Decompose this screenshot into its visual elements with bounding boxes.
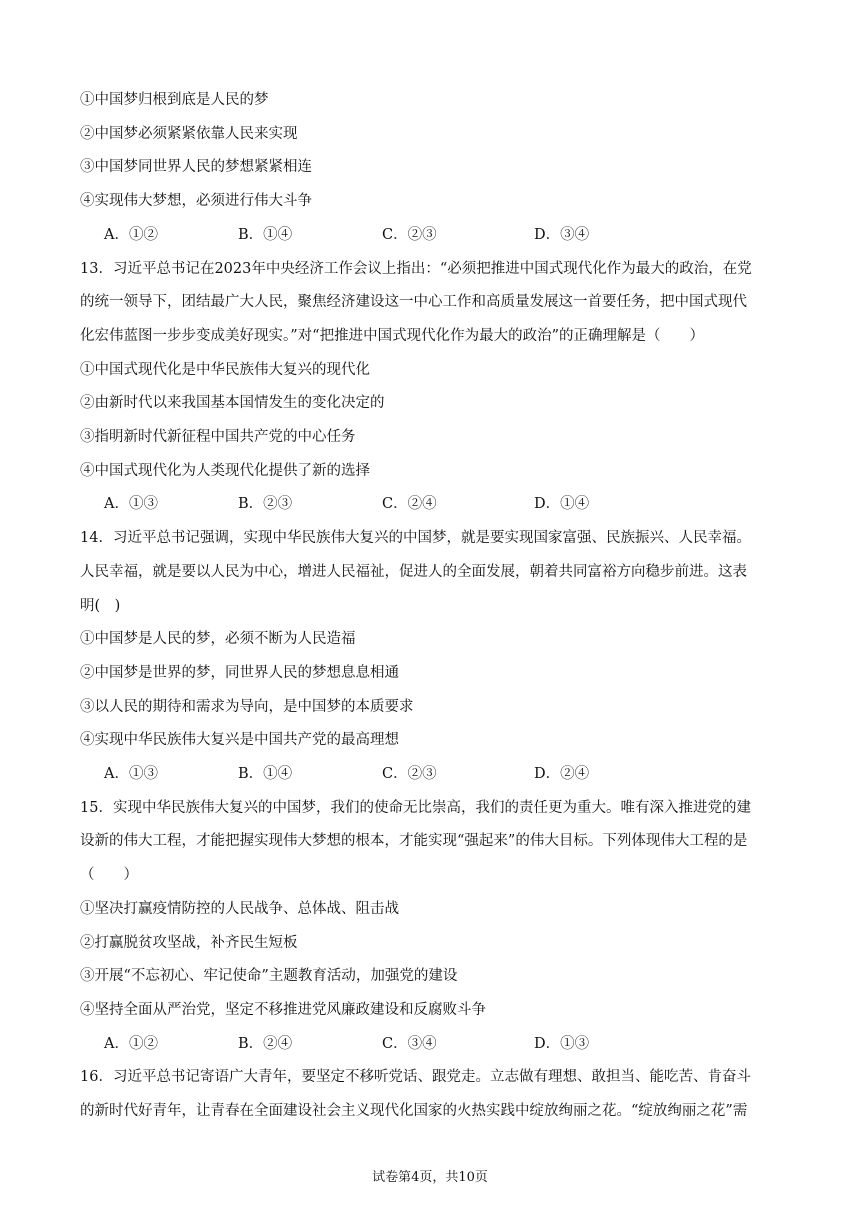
choice-statement: ②中国梦是世界的梦，同世界人民的梦想息息相通 [80,665,399,681]
answer-option: B．①④ [238,766,293,782]
choice-statement: ①中国梦是人民的梦，必须不断为人民造福 [80,631,356,647]
question-text: 人民幸福，就是要以人民为中心，增进人民福祉，促进人的全面发展，朝着共同富裕方向稳步前进。这表 [80,564,747,580]
answer-option: A．①② [104,1036,158,1052]
answer-option: B．①④ [238,227,293,243]
choice-statement: ③以人民的期待和需求为导向，是中国梦的本质要求 [80,699,414,715]
question-text: 化宏伟蓝图一步步变成美好现实。”对“把推进中国式现代化作为最大的政治”的正确理解是（ ） [80,328,704,344]
question-text: 明( ) [80,598,121,614]
choice-statement: ④中国式现代化为人类现代化提供了新的选择 [80,463,370,479]
answer-option: D．③④ [534,227,590,243]
answer-option: A．①③ [104,766,158,782]
answer-option: A．①② [104,227,158,243]
question-text: 14．习近平总书记强调，实现中华民族伟大复兴的中国梦，就是要实现国家富强、民族振兴、人民幸福。 [80,530,751,546]
answer-options [104,225,784,245]
choice-statement: ③中国梦同世界人民的梦想紧紧相连 [80,159,312,175]
answer-option: C．②④ [382,496,437,512]
question-text: 13．习近平总书记在2023年中央经济工作会议上指出：“必须把推进中国式现代化作为最大的政治，在党 [80,261,752,277]
answer-option: B．②③ [238,496,293,512]
answer-option: C．③④ [382,1036,437,1052]
choice-statement: ②中国梦必须紧紧依靠人民来实现 [80,126,298,142]
choice-statement: ④实现伟大梦想，必须进行伟大斗争 [80,193,312,209]
question-text: 15．实现中华民族伟大复兴的中国梦，我们的使命无比崇高，我们的责任更为重大。唯有深入推进党的建 [80,800,751,816]
answer-option: D．①④ [534,496,590,512]
page-footer: 试卷第4页，共10页 [372,1170,488,1185]
choice-statement: ③指明新时代新征程中国共产党的中心任务 [80,429,356,445]
choice-statement: ①中国式现代化是中华民族伟大复兴的现代化 [80,362,370,378]
answer-options [104,1034,784,1054]
choice-statement: ④坚持全面从严治党，坚定不移推进党风廉政建设和反腐败斗争 [80,1002,486,1018]
question-text: 16．习近平总书记寄语广大青年，要坚定不移听党话、跟党走。立志做有理想、敢担当、能吃苦、肯奋斗 [80,1069,751,1085]
answer-option: A．①③ [104,496,158,512]
choice-statement: ④实现中华民族伟大复兴是中国共产党的最高理想 [80,732,399,748]
question-text: 的新时代好青年，让青春在全面建设社会主义现代化国家的火热实践中绽放绚丽之花。“绽放绚丽之花”需 [80,1103,748,1119]
choice-statement: ②由新时代以来我国基本国情发生的变化决定的 [80,395,385,411]
answer-options [104,764,784,784]
question-text: 的统一领导下，团结最广大人民，聚焦经济建设这一中心工作和高质量发展这一首要任务，把中国式现代 [80,294,747,310]
answer-options [104,494,784,514]
question-text: 设新的伟大工程，才能把握实现伟大梦想的根本，才能实现“强起来”的伟大目标。下列体现伟大工程的是 [80,833,748,849]
question-text: （ ） [80,867,138,883]
choice-statement: ②打赢脱贫攻坚战，补齐民生短板 [80,935,298,951]
answer-option: C．②③ [382,766,437,782]
answer-option: B．②④ [238,1036,293,1052]
choice-statement: ①中国梦归根到底是人民的梦 [80,92,269,108]
choice-statement: ③开展“不忘初心、牢记使命”主题教育活动，加强党的建设 [80,968,458,984]
answer-option: D．②④ [534,766,590,782]
answer-option: C．②③ [382,227,437,243]
choice-statement: ①坚决打赢疫情防控的人民战争、总体战、阻击战 [80,901,399,917]
answer-option: D．①③ [534,1036,590,1052]
